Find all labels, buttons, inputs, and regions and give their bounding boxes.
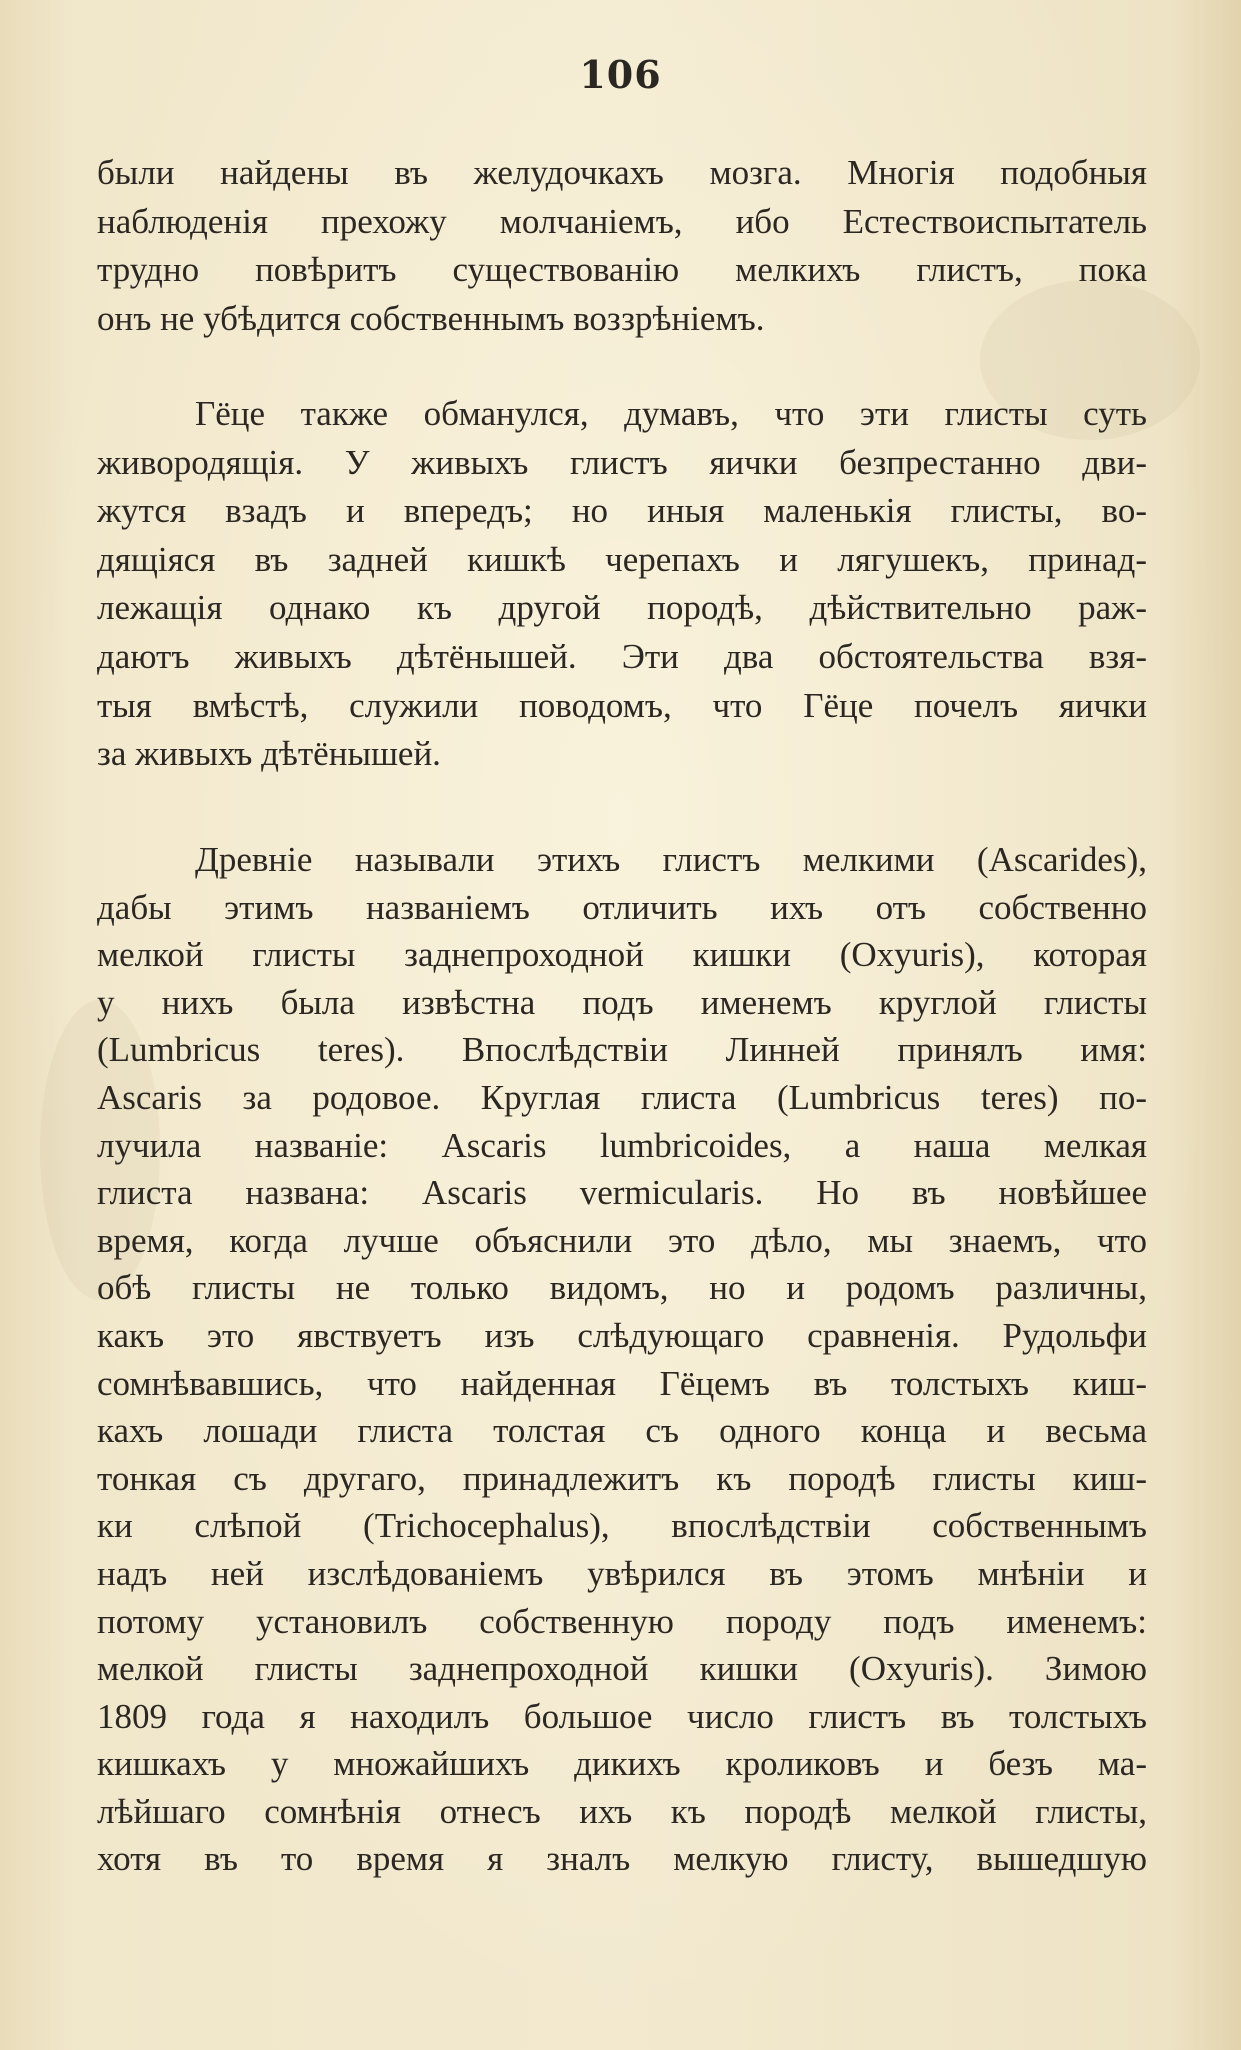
text-line: Древніе называли этихъ глистъ мелкими (Ascarides), xyxy=(195,840,1147,879)
text-line: потому установилъ собственную породу подъ именемъ: xyxy=(97,1601,1147,1641)
text-line: кахъ лошади глиста толстая съ одного конца и весьма xyxy=(97,1411,1147,1451)
text-line: лѣйшаго сомнѣнія отнесъ ихъ къ породѣ мелкой глисты, xyxy=(97,1791,1147,1831)
text-line: наблюденія прехожу молчаніемъ, ибо Естествоиспытатель xyxy=(97,201,1147,241)
text-line: дящіяся въ задней кишкѣ черепахъ и лягушекъ, принад- xyxy=(97,539,1147,579)
paragraph-3 xyxy=(97,836,1147,1883)
text-line: хотя въ то время я зналъ мелкую глисту, вышедшую xyxy=(97,1839,1147,1879)
text-line: кишкахъ у множайшихъ дикихъ кроликовъ и безъ ма- xyxy=(97,1744,1147,1784)
text-line: время, когда лучше объяснили это дѣло, мы знаемъ, что xyxy=(97,1220,1147,1260)
text-line: тонкая съ другаго, принадлежитъ къ породѣ глисты киш- xyxy=(97,1458,1147,1498)
text-line: тыя вмѣстѣ, служили поводомъ, что Гёце почелъ яички xyxy=(97,685,1147,725)
text-line: мелкой глисты заднепроходной кишки (Oxyuris). Зимою xyxy=(97,1649,1147,1689)
text-line: обѣ глисты не только видомъ, но и родомъ различны, xyxy=(97,1268,1147,1308)
text-line: были найдены въ желудочкахъ мозга. Многія подобныя xyxy=(97,153,1147,192)
text-line: у нихъ была извѣстна подъ именемъ круглой глисты xyxy=(97,982,1147,1022)
page-number: 106 xyxy=(579,52,662,97)
text-line: сомнѣвавшись, что найденная Гёцемъ въ толстыхъ киш- xyxy=(97,1363,1147,1403)
text-line: живородящія. У живыхъ глистъ яички безпрестанно дви- xyxy=(97,442,1147,482)
text-line: даютъ живыхъ дѣтёнышей. Эти два обстоятельства взя- xyxy=(97,636,1147,676)
text-line: лучила названіе: Ascaris lumbricoides, а наша мелкая xyxy=(97,1125,1147,1165)
text-line: Ascaris за родовое. Круглая глиста (Lumbricus teres) по- xyxy=(97,1077,1147,1117)
text-line: онъ не убѣдится собственнымъ воззрѣніемъ. xyxy=(97,298,765,338)
text-line: 1809 года я находилъ большое число глистъ въ толстыхъ xyxy=(97,1696,1147,1736)
paragraph-1 xyxy=(97,149,1147,343)
text-line: дабы этимъ названіемъ отличить ихъ отъ собственно xyxy=(97,887,1147,927)
text-line: за живыхъ дѣтёнышей. xyxy=(97,734,441,774)
text-line: какъ это явствуетъ изъ слѣдующаго сравненія. Рудольфи xyxy=(97,1315,1147,1355)
text-line: лежащія однако къ другой породѣ, дѣйствительно раж- xyxy=(97,588,1147,628)
text-line: (Lumbricus teres). Впослѣдствіи Линней принялъ имя: xyxy=(97,1030,1147,1070)
paragraph-2 xyxy=(97,390,1147,779)
text-line: глиста названа: Ascaris vermicularis. Но въ новѣйшее xyxy=(97,1173,1147,1213)
text-line: ки слѣпой (Trichocephalus), впослѣдствіи собственнымъ xyxy=(97,1506,1147,1546)
text-line: трудно повѣритъ существованію мелкихъ глистъ, пока xyxy=(97,250,1147,290)
text-line: надъ ней изслѣдованіемъ увѣрился въ этомъ мнѣніи и xyxy=(97,1553,1147,1593)
text-line: жутся взадъ и впередъ; но иныя маленькія глисты, во- xyxy=(97,491,1147,531)
text-line: мелкой глисты заднепроходной кишки (Oxyuris), которая xyxy=(97,935,1147,975)
text-line: Гёце также обманулся, думавъ, что эти глисты суть xyxy=(195,394,1147,433)
